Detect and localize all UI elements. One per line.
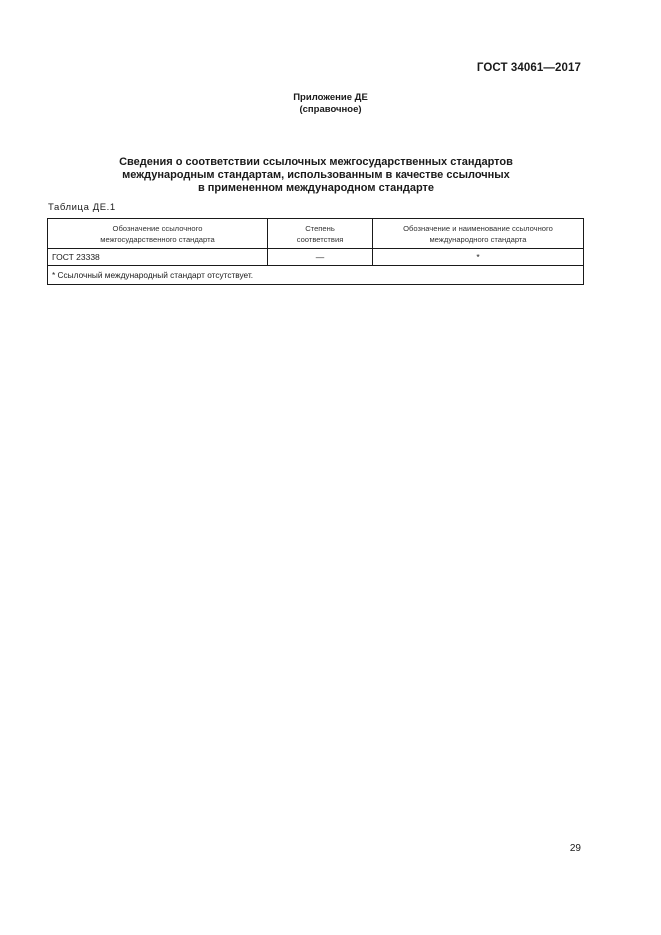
- correspondence-table-container: [47, 218, 583, 285]
- header-conformity-degree: [268, 219, 373, 249]
- header-international-standard: [373, 219, 584, 249]
- header-line: Обозначение ссылочного: [112, 223, 203, 233]
- table-header-row: [48, 219, 584, 249]
- cell-international-standard: *: [373, 249, 584, 266]
- cell-interstate-standard: ГОСТ 23338: [48, 249, 268, 266]
- table-footnote: * Ссылочный международный стандарт отсутствует.: [48, 266, 584, 285]
- header-line: Обозначение и наименование ссылочного: [403, 223, 553, 233]
- table-footnote-row: [48, 266, 584, 285]
- appendix-subtitle: (справочное): [299, 104, 362, 115]
- section-title: [0, 156, 632, 195]
- header-line: Степень: [305, 223, 335, 233]
- table-caption: Таблица ДЕ.1: [48, 202, 116, 213]
- cell-conformity-degree: —: [268, 249, 373, 266]
- document-code: ГОСТ 34061—2017: [476, 62, 581, 74]
- page-number: 29: [569, 843, 581, 854]
- appendix-title: Приложение ДЕ: [293, 92, 368, 103]
- section-title-line-3: в примененном международном стандарте: [197, 182, 435, 194]
- appendix-heading: [0, 92, 661, 116]
- correspondence-table: [47, 218, 584, 285]
- header-line: международного стандарта: [429, 234, 527, 244]
- header-line: соответствия: [296, 234, 344, 244]
- table-row: [48, 249, 584, 266]
- header-interstate-standard: [48, 219, 268, 249]
- header-line: межгосударственного стандарта: [100, 234, 215, 244]
- section-title-line-1: Сведения о соответствии ссылочных межгосударственных стандартов: [119, 156, 513, 168]
- section-title-line-2: международным стандартам, использованным в качестве ссылочных: [122, 169, 510, 181]
